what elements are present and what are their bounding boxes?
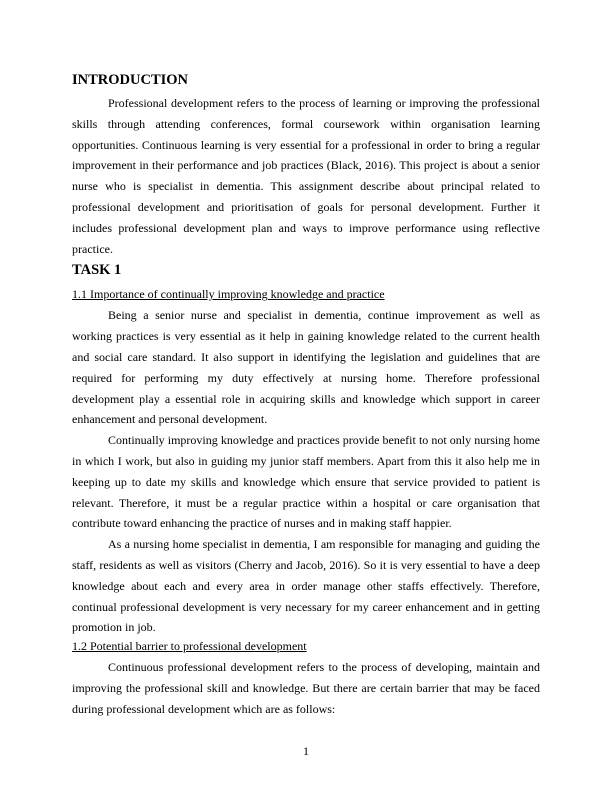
section-1-1-heading: 1.1 Importance of continually improving knowledge and practice: [72, 287, 385, 302]
section-1-2-paragraph-1: Continuous professional development refers to the process of developing, maintain and improving the professional skill and knowledge. But there are certain barrier that may be faced during professional development which are as follows:: [72, 660, 540, 716]
document-page: [72, 72, 540, 720]
page-number: 1: [303, 744, 309, 758]
section-1-1-paragraph-3: As a nursing home specialist in dementia, I am responsible for managing and guiding the staff, residents as well as visitors (Cherry and Jacob, 2016). So it is very essential to have a deep knowledge about each and every area in order manage other staffs effectively. Therefore, continual professional development is very necessary for my career enhancement and in getting promotion in job.: [72, 537, 540, 635]
section-1-2-heading: 1.2 Potential barrier to professional development: [72, 639, 307, 654]
section-1-1-paragraph-1: Being a senior nurse and specialist in dementia, continue improvement as well as working practices is very essential as it help in gaining knowledge related to the current health and social care standard. It also support in identifying the legislation and guidelines that are required for performing my duty effectively at nursing home. Therefore professional development play a essential role in acquiring skills and knowledge which support in career enhancement and personal development.: [72, 308, 540, 427]
section-1-1-paragraph-2: Continually improving knowledge and practices provide benefit to not only nursing home in which I work, but also in guiding my junior staff members. Apart from this it also help me in keeping up to date my skills and knowledge which ensure that service provided to patient is relevant. Therefore, it must be a regular practice within a hospital or care organisation that contribute toward enhancing the practice of nurses and in making staff happier.: [72, 433, 540, 531]
introduction-paragraph: Professional development refers to the process of learning or improving the professional skills through attending conferences, formal coursework within organisation learning opportunities. Continuous learning is very essential for a professional in order to bring a regular improvement in their performance and job practices (Black, 2016). This project is about a senior nurse who is specialist in dementia. This assignment describe about principal related to professional development and prioritisation of goals for personal development. Further it includes professional development plan and ways to improve performance using reflective practice.: [72, 96, 540, 256]
task1-heading: TASK 1: [72, 262, 122, 279]
introduction-heading: INTRODUCTION: [72, 72, 189, 88]
